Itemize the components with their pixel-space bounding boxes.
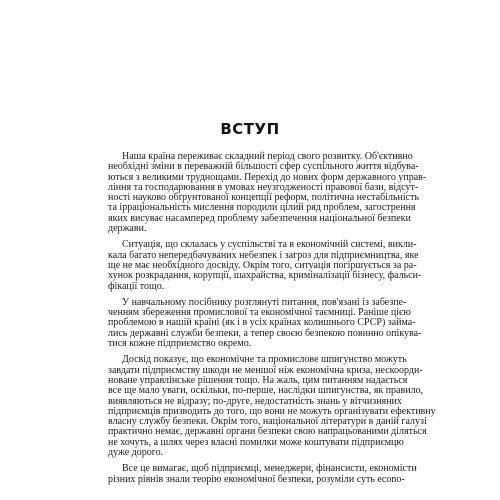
body-text <box>108 151 436 491</box>
text-line: ченням збереження промислової та економічної таємниці. Раніше цією <box>108 307 411 319</box>
text-line: необхідні зміни в переважній більшості сфер суспільного життя відбува- <box>108 161 419 173</box>
text-line: фікації тощо. <box>108 280 165 292</box>
text-line: різних рівнів знали теорію економічної безпеки, розуміли суть econo- <box>108 473 405 485</box>
paragraph-5 <box>108 463 417 485</box>
text-line: Досвід показує, що економічне та промислове шпигунство можуть <box>122 354 407 366</box>
text-line: ще не має необхідного досвіду. Окрім того, ситуація погіршується за ра- <box>108 259 417 271</box>
text-line: новане управлінське рішення тощо. На жаль, цим питанням надається <box>108 374 408 386</box>
paragraph-2 <box>108 239 422 292</box>
text-line: проблемою в нашій країні (як і в усіх країнах колишнього СРСР) займа- <box>108 317 416 329</box>
chapter-title: ВСТУП <box>220 120 280 138</box>
paragraph-3 <box>108 296 422 350</box>
text-line: кала багато непередбачуваних небезпек і загроз для підприємництва, яке <box>108 249 419 261</box>
text-line: Все це вимагає, щоб підприємці, менеджери, фінансисти, економісти <box>122 463 417 475</box>
text-line: підприємців призводить до того, що вони не можуть організувати ефективну <box>108 405 436 417</box>
text-line: ління та господарювання в умовах неузгодженості правової бази, відсут- <box>108 181 419 193</box>
text-line: практично немає, державні органи безпеки свою напрацьованими діляться <box>108 426 427 438</box>
paragraph-4 <box>108 354 436 459</box>
text-line: лись державні служби безпеки, а тепер своєю безпекою повинно опікува- <box>108 327 422 339</box>
text-line: Ситуація, що склалась у суспільстві та в економічній системі, викли- <box>122 239 417 251</box>
text-line: завдати підприємству шкоди не меншої ніж економічна криза, нескоорди- <box>108 364 423 376</box>
text-line: хунок розкрадання, корупції, шахрайства, криміналізації бізнесу, фальси- <box>108 270 422 282</box>
text-line: власну службу безпеки. Окрім того, національної літератури в даній галузі <box>108 416 427 428</box>
text-line: ються з великими труднощами. Перехід до нових форм державного управ- <box>108 171 427 183</box>
text-line: ності науково обґрунтованої концепції реформ, політична нестабільність <box>108 192 420 204</box>
text-line: виявляються не відразу; по-друге, недостатність знань у вітчизняних <box>108 395 402 407</box>
text-line: не хочуть, а шлях через власні помилки може коштувати підприємцю <box>108 436 404 448</box>
text-line: тися кожне підприємство окремо. <box>108 338 252 350</box>
text-line: та ірраціональність мислення породили цілий ряд проблем, загострення <box>108 202 416 214</box>
text-line: Наша країна переживає складний період свого розвитку. Об'єктивно <box>122 151 413 162</box>
text-line: У навчальному посібнику розглянуті питання, пов'язані із забезпе- <box>122 296 407 308</box>
text-line: держави. <box>108 223 147 235</box>
text-line: все ще мало уваги, оскільки, по-перше, наслідки шпигунства, як правило, <box>108 385 424 397</box>
text-line: яких висуває насамперед проблему забезпечення національної безпеки <box>108 212 411 224</box>
text-line: дуже дорого. <box>108 447 164 459</box>
paragraph-1 <box>108 151 427 235</box>
